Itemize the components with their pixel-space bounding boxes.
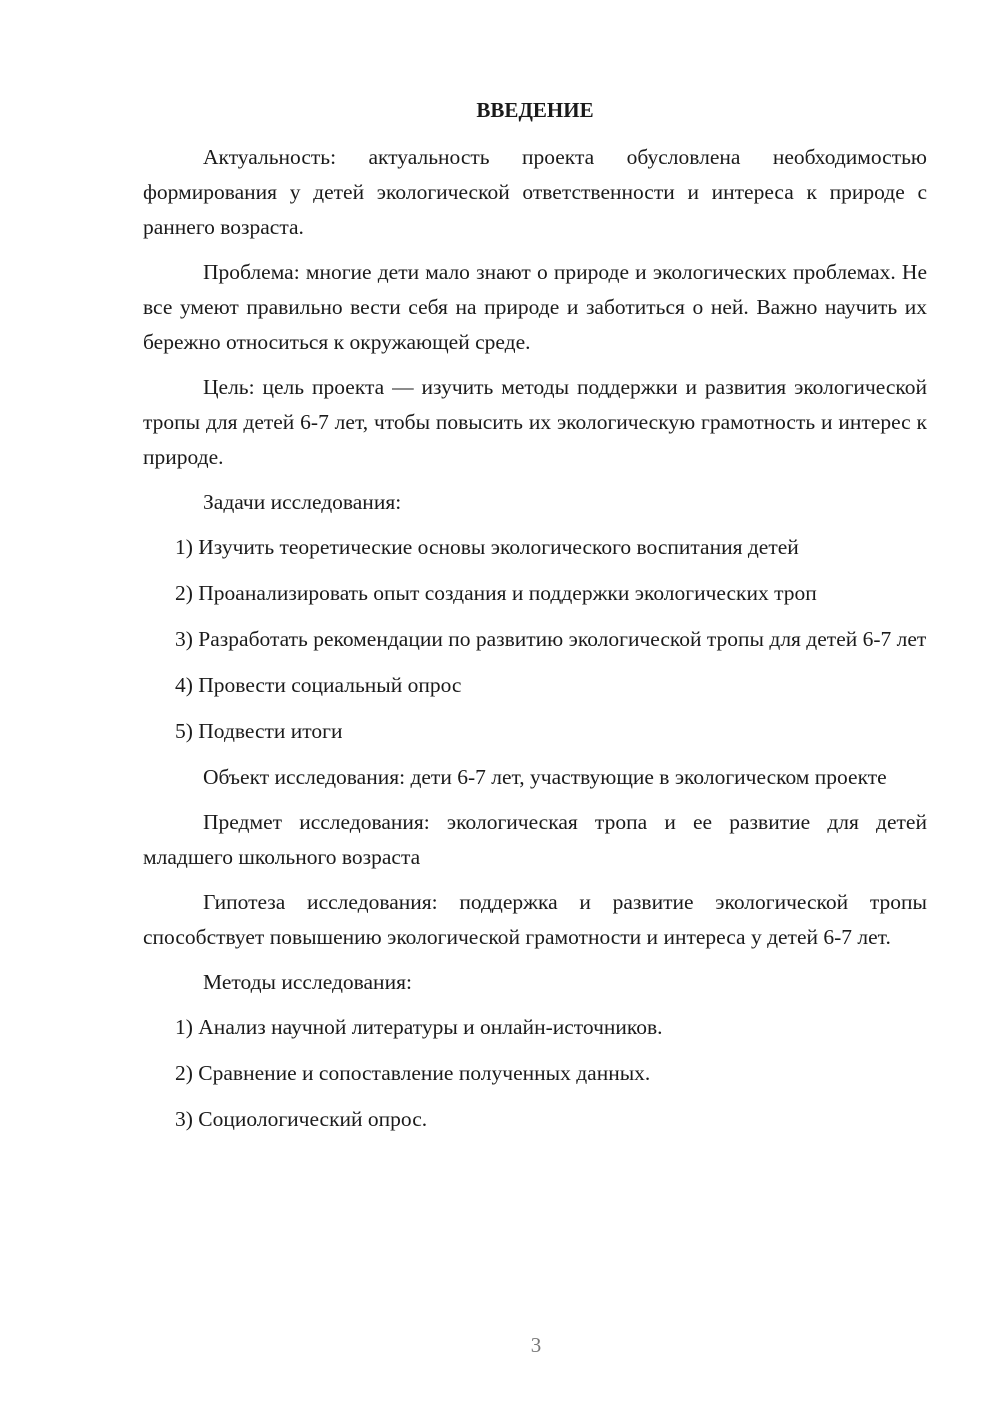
tasks-heading: Задачи исследования: [203,490,402,514]
object-paragraph: Объект исследования: дети 6-7 лет, участвующие в экологическом проекте [203,765,887,789]
relevance-paragraph: Актуальность: актуальность проекта обусловлена необходимостью формирования у детей экологической ответственности и интереса к природе с раннего возраста. [143,145,927,239]
methods-heading: Методы исследования: [203,970,412,994]
tasks-list [143,530,927,749]
subject-paragraph: Предмет исследования: экологическая тропа и ее развитие для детей младшего школьного возраста [143,810,927,869]
list-item: 2) Сравнение и сопоставление полученных данных. [175,1061,651,1085]
list-item: 1) Изучить теоретические основы экологического воспитания детей [175,535,799,559]
section-title: ВВЕДЕНИЕ [476,98,594,122]
list-item: 3) Разработать рекомендации по развитию экологической тропы для детей 6-7 лет [175,627,927,651]
document-page [143,93,927,1148]
problem-paragraph: Проблема: многие дети мало знают о природе и экологических проблемах. Не все умеют правильно вести себя на природе и заботиться о ней. Важно научить их бережно относиться к окружающей среде. [143,260,927,354]
list-item: 2) Проанализировать опыт создания и поддержки экологических троп [175,581,817,605]
methods-list [143,1010,927,1137]
list-item: 5) Подвести итоги [175,719,343,743]
list-item: 1) Анализ научной литературы и онлайн-источников. [175,1015,663,1039]
list-item: 3) Социологический опрос. [175,1107,428,1131]
goal-paragraph: Цель: цель проекта — изучить методы поддержки и развития экологической тропы для детей 6-7 лет, чтобы повысить их экологическую грамотность и интерес к природе. [143,375,927,469]
list-item: 4) Провести социальный опрос [175,673,462,697]
page-number: 3 [530,1333,542,1357]
hypothesis-paragraph: Гипотеза исследования: поддержка и развитие экологической тропы способствует повышению экологической грамотности и интереса у детей 6-7 лет. [143,890,927,949]
